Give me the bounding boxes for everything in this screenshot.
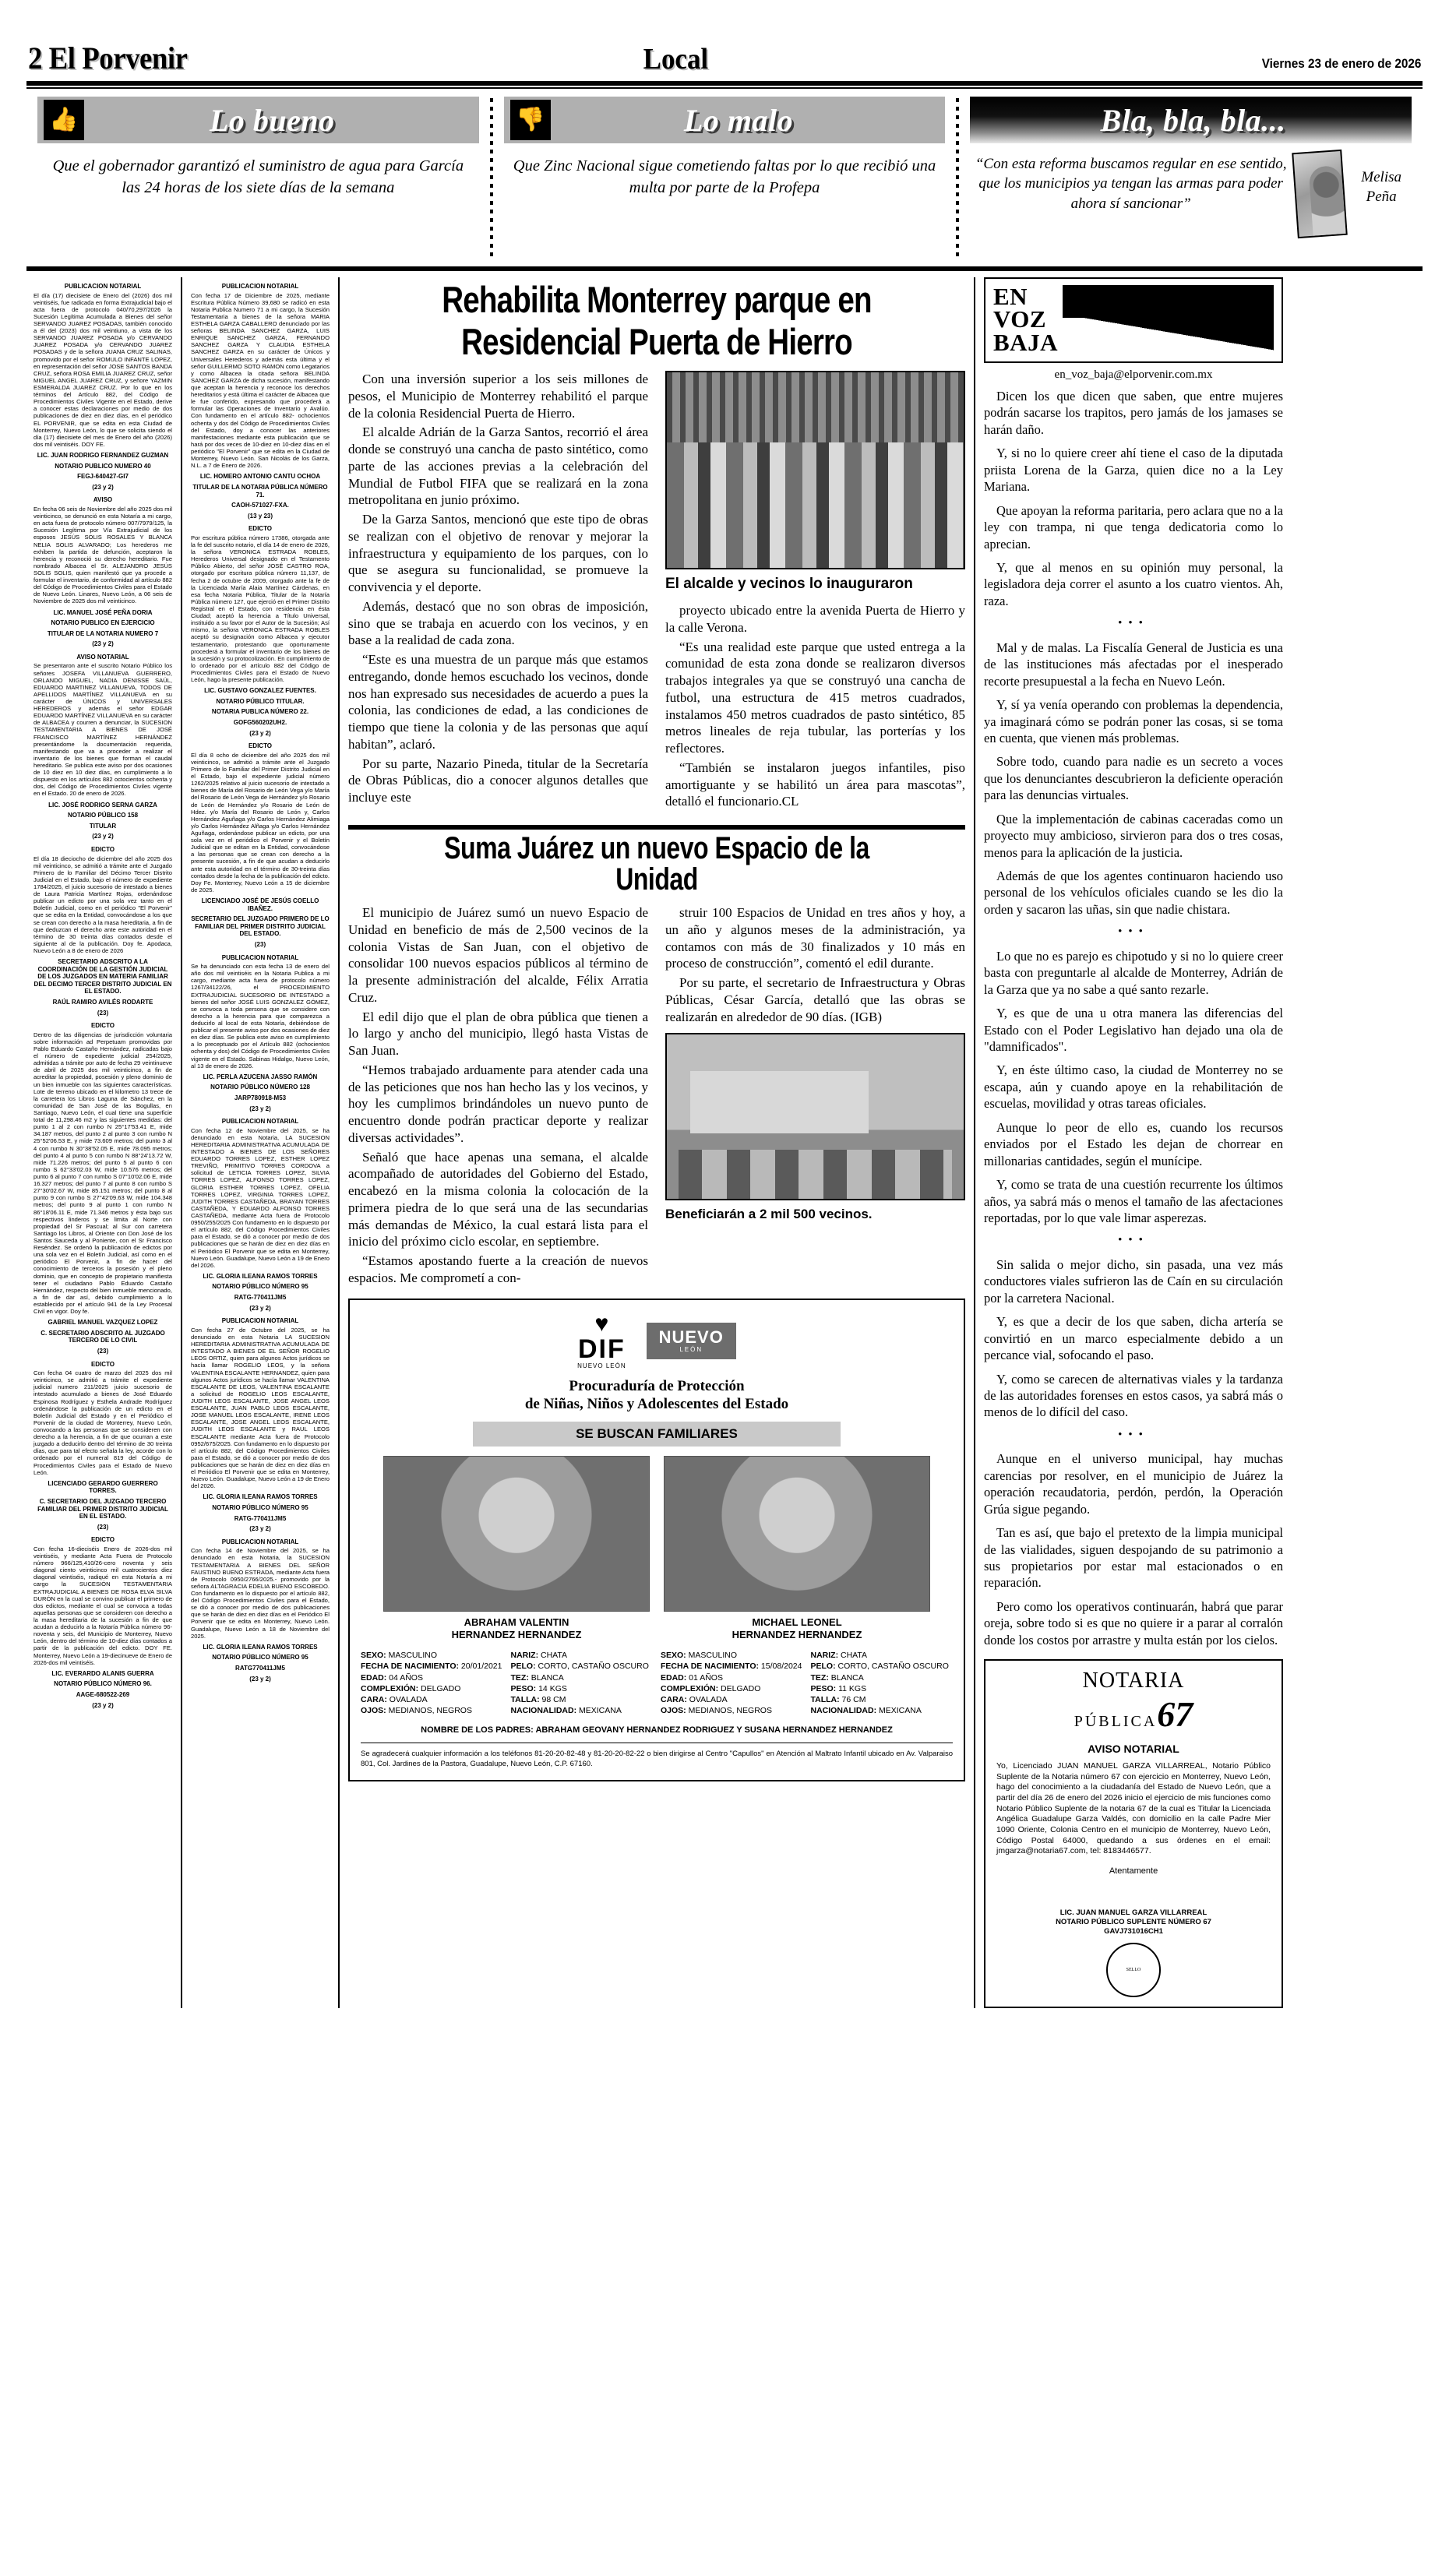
legal-notice-signature: (23 y 2): [92, 833, 114, 840]
column-divider-2: [338, 277, 340, 2008]
legal-notice-body: Con fecha 16-dieciséis Enero de 2026-dos mil veintiséis, y mediante Acta Fuera de Protocolo número 966/125,410/26-cero noventa y seis diagonal ciento veinticinco mil cuatrocientos diez diagonal veintiséis, radiqué en esta Notaría a mi cargo la SUCESIÓN TESTAMENTARIA EXTRAJUDICIAL A BIENES DE ROSA ELVA SILVA DURÓN en la cual se convino publicar el primero de dos edictos, mediante el cual se convoca a todas aquellas personas que se consideren con derecho a la masa hereditaria de la sucesión a fin de que acudan a deducirlo a la Notaría Pública número 96-noventa y seis, del Municipio de Monterrey, Nuevo León, dentro del término de 10-diez días contados a partir de la publicación del edicto. DOY FE. Monterrey, Nuevo León a 19-diecinueve de Enero de 2026-dos mil veintiséis.: [33, 1545, 173, 1666]
legal-notice-heading: EDICTO: [90, 845, 115, 853]
legal-notice-signature: TITULAR: [89, 822, 117, 830]
missing-person-name: [383, 1616, 650, 1640]
legal-notices-column-2: [184, 277, 337, 2008]
attribute-value: MASCULINO: [688, 1651, 738, 1661]
bla-rest: , bla, bla...: [1146, 102, 1286, 138]
article-paragraph: Además, destacó que no son obras de imposición, sino que se trabaja en acuerdo con los vecinos, y en base a la realidad de cada zona.: [348, 598, 648, 648]
ad-title-line1: Procuraduría de Protección: [569, 1377, 745, 1394]
notaria-number: 67: [1157, 1694, 1193, 1735]
attribute-label: PELO:: [510, 1662, 538, 1672]
article-paragraph: El alcalde Adrián de la Garza Santos, recorrió el área donde se construyó una cancha de pasto sintético, como parte de las acciones previas a la celebración del Mundial de Futbol FIFA que se realizará en la zona metropolitana en junio próximo.: [348, 425, 648, 508]
attribute-value: 15/08/2024: [760, 1662, 802, 1672]
missing-person-name-line2: HERNANDEZ HERNANDEZ: [732, 1628, 862, 1640]
thumbs-down-icon: 👎: [510, 100, 551, 140]
legal-notice-signature: NOTARIO PUBLICO NUMERO 40: [55, 462, 151, 470]
attribute-label: NARIZ:: [510, 1651, 541, 1661]
attribute-value: DELGADO: [721, 1683, 761, 1693]
legal-notice-heading: AVISO: [93, 496, 113, 504]
notaria-signature-role: NOTARIO PÚBLICO SUPLENTE NÚMERO 67: [1056, 1917, 1211, 1926]
missing-person-attribute: [811, 1650, 954, 1661]
legal-notices-column-1: [26, 277, 179, 2008]
notaria-title: [996, 1669, 1271, 1735]
article-separator-rule: [348, 825, 965, 830]
attribute-value: MEXICANA: [579, 1706, 622, 1716]
attribute-value: CHATA: [541, 1651, 568, 1661]
ad-footer-contact: Se agradecerá cualquier información a los teléfonos 81-20-20-82-48 y 81-20-20-82-22 o bien dirigirse al Centro "Capullos" en Atención al Maltrato Infantil ubicado en Av. Valparaiso 801, Col. Jardines de la Pastora, Guadalupe, Nuevo León, C.P. 67160.: [361, 1743, 953, 1769]
main-article-col-left: [348, 371, 648, 812]
attribute-value: 76 CM: [841, 1694, 866, 1704]
voz-paragraph: Y, sí ya venía operando con problemas la dependencia, ya imaginará cómo se podrán poner las cosas, si se toma en cuenta, que vienen más problemas.: [984, 697, 1283, 745]
dif-logo: [577, 1310, 626, 1369]
legal-notice-heading: PUBLICACION NOTARIAL: [221, 953, 299, 961]
article-photo-espacio: [665, 1033, 965, 1200]
dif-wordmark: DIF: [577, 1334, 626, 1364]
voz-line1: EN: [993, 283, 1028, 311]
issue-date: Viernes 23 de enero de 2026: [1261, 56, 1421, 71]
missing-person-attribute: [811, 1705, 954, 1716]
attribute-value: BLANCA: [830, 1672, 864, 1683]
missing-person-attribute: [361, 1672, 503, 1683]
bla-author-name: Melisa Peña: [1361, 169, 1401, 205]
missing-person-name-line1: MICHAEL LEONEL: [752, 1616, 842, 1629]
legal-notice-signature: (23): [97, 1523, 109, 1531]
legal-notice-signature: LIC. EVERARDO ALANIS GUERRA: [51, 1669, 154, 1677]
voz-paragraph: Mal y de malas. La Fiscalía General de Justicia es una de las instituciones más afectadas por el inesperado recorte presupuestal a la fecha en Nuevo León.: [984, 640, 1283, 689]
article-paragraph: “También se instalaron juegos infantiles, piso amortiguante y se habilitó un área para mascotas”, detalló el funcionario.CL: [665, 759, 965, 809]
notaria-signature-rfc: GAVJ731016CH1: [1104, 1926, 1163, 1936]
article-photo-inauguration: [665, 371, 965, 569]
missing-person-attribute: [661, 1650, 803, 1661]
missing-person-attribute: [511, 1705, 654, 1716]
missing-person-attribute: [661, 1705, 803, 1716]
article-paragraph: struir 100 Espacios de Unidad en tres años y hoy, a un año y algunos meses de la administración, ya contamos con más de 30 finalizados y 10 más en proceso de construcción”, comentó el edil durante.: [665, 905, 965, 971]
missing-person-attribute: [811, 1672, 954, 1683]
legal-notice-body: Por escritura pública número 17386, otorgada ante la fe del suscrito notario, el día 14 de enero de 2026, la señora VERONICA ESTRADA ROBLES, Herederos Universal designado en el Testamento Público Abierto, del señor JOSÉ CASTRO ROA, otorgado por escritura pública número 11,137, de fecha 2 de octubre de 2009, otorgado ante la fe de la Licenciada María Alaia Martínez Cárdenas, en esa fecha Notaria Pública, Titular de la Notaría Pública número 127, que ejerció en el Primer Distrito Registral en el Estado, con residencia en ésta Ciudad; aceptó la herencia a Título Universal, instituido a su favor por el Autor de la Sucesión; Así mismo, la señora VERONICA ESTRADA ROBLES aceptó su designación como Albacea y ejecutor testamentario, protestando que oportunamente procederá a formular el inventario de los bienes de la sucesión y su protocolización. En cumplimiento de lo ordenado por el artículo 882 del Código de Procedimientos Civiles para el Estado de Nuevo León, hago la presente publicación.: [191, 534, 330, 684]
attribute-value: 20/01/2021: [460, 1662, 502, 1672]
legal-notice-signature: LIC. GLORIA ILEANA RAMOS TORRES: [203, 1272, 318, 1280]
legal-notice-heading: EDICTO: [90, 1022, 115, 1030]
notaria-signature: [996, 1908, 1271, 1936]
strip-bottom-rule: [26, 266, 1423, 271]
en-voz-baja-text: [984, 388, 1283, 1648]
legal-notice-signature: LIC. HOMERO ANTONIO CANTU OCHOA: [199, 473, 321, 481]
lo-bueno-text: Que el gobernador garantizó el suministro de agua para García las 24 horas de los siete días de la semana: [52, 157, 464, 196]
legal-notice-signature: NOTARIO PUBLICO EN EJERCICIO: [51, 619, 155, 627]
bla-author-block: [1295, 143, 1412, 237]
article-paragraph: “Estamos apostando fuerte a la creación de nuevos espacios. Me comprometí a con-: [348, 1253, 648, 1285]
voz-paragraph: Tan es así, que bajo el pretexto de la limpia municipal de las vialidades, siguen despojando de su patrimonio a sus propietarios por estar mal estacionados o en reparación.: [984, 1525, 1283, 1591]
voz-paragraph: Lo que no es parejo es chipotudo y si no lo quiere creer basta con preguntarle al alcalde de Monterrey, Adrián de la Garza que ya no sabe a qué santo rezarle.: [984, 948, 1283, 997]
attribute-value: MEDIANOS, NEGROS: [688, 1706, 772, 1716]
lo-malo-banner: [504, 97, 946, 143]
legal-notice-signature: C. SECRETARIO DEL JUZGADO TERCERO FAMILIAR DEL PRIMER DISTRITO JUDICIAL EN EL ESTADO.: [37, 1497, 168, 1521]
center-editorial: [341, 277, 972, 2008]
attribute-value: DELGADO: [421, 1683, 461, 1693]
legal-notice-body: Con fecha 27 de Octubre del 2025, se ha denunciado en esta Notaria LA SUCESION HEREDITARIA ADMINISTRATIVA ACUMULADA DE INTESTADO A BIENES DE EL SEÑOR ROGELIO LEOS ORTIZ, quien para algunos Actos jurídicos se hacía llamar ROGELIO LEOS, y la señora VALENTINA ESCALANTE HERNANDEZ, quien para algunos Actos jurídicos se hacía llamar VALENTINA ESCALANTE DE LEOS, VALENTINA ESCALANTE a solicitud de ROGELIO LEOS ESCALANTE, JUDITH LEOS ESCALANTE, JOSE ANGEL LEOS ESCALANTE, JUAN PABLO LEOS ESCALANTE, JOSE MANUEL LEOS ESCALANTE, IRENE LEOS ESCALANTE, JOSE ANGEL LEOS ESCALANTE, JUDITH LEOS ESCALANTE y RAUL LEOS ESCALANTE mediante Acta fuera de Protocolo 0952/675/2025. Con fundamento en lo dispuesto por el artículo 882, del Código Procedimientos Civiles para el Estado, se dió a conocer por medio de dos publicaciones que se harán de diez en diez días en el Periódico El Porvenir que se edita en Monterrey, Nuevo León. Guadalupe, Nuevo León a 19 de Enero del 2026.: [191, 1326, 330, 1490]
attribute-label: TEZ:: [810, 1672, 831, 1683]
second-article-text-right: [665, 904, 965, 1025]
dif-sub: NUEVO LEÓN: [577, 1362, 626, 1369]
legal-notice-signature: NOTARIO PÚBLICO NÚMERO 95: [212, 1654, 308, 1662]
missing-person-name: [664, 1616, 930, 1640]
cactus-silhouette-icon: [1063, 285, 1274, 354]
main-headline-line2: Residencial Puerta de Hierro: [461, 321, 852, 363]
legal-notice-signature: RATG-770411JM5: [234, 1514, 287, 1522]
legal-notice-signature: JARP780918-M53: [234, 1094, 287, 1101]
missing-person-attribute: [511, 1683, 654, 1694]
voz-separator: •••: [1118, 1428, 1149, 1441]
attribute-value: OVALADA: [389, 1694, 428, 1704]
ad-missing-persons-data: [361, 1650, 953, 1716]
second-article-col-left: [348, 904, 648, 1289]
legal-notice-signature: (23 y 2): [92, 483, 114, 491]
bla-bla-panel: [959, 97, 1423, 260]
legal-notice-signature: (13 y 23): [247, 512, 273, 520]
voz-paragraph: Pero como los operativos continuarán, habrá que parar oreja, sobre todo si es que no quiere ir a parar al corralón donde los costos por arrastre y multa están por los cielos.: [984, 1598, 1283, 1647]
missing-person-attribute: [361, 1705, 503, 1716]
article-paragraph: Con una inversión superior a los seis millones de pesos, el Municipio de Monterrey rehabilitó el parque de la colonia Residencial Puerta de Hierro.: [348, 372, 648, 421]
ad-band-se-buscan: SE BUSCAN FAMILIARES: [473, 1422, 840, 1447]
missing-person-attribute: [811, 1694, 954, 1705]
legal-notice-signature: NOTARIA PUBLICA NÚMERO 22.: [211, 708, 309, 716]
legal-notice-signature: LIC. GLORIA ILEANA RAMOS TORRES: [203, 1643, 318, 1651]
missing-person-attribute: [361, 1661, 503, 1672]
nuevo-leon-logo: [647, 1323, 736, 1359]
voz-line3: BAJA: [993, 328, 1058, 356]
lo-bueno-title: Lo bueno: [209, 102, 335, 138]
attribute-label: EDAD:: [661, 1672, 689, 1683]
attribute-value: MEDIANOS, NEGROS: [388, 1706, 472, 1716]
article-paragraph: Por su parte, Nazario Pineda, titular de la Secretaría de Obras Públicas, dio a conocer algunos detalles que incluye este: [348, 756, 648, 805]
missing-person-attributes-right: [511, 1650, 654, 1716]
attribute-label: NACIONALIDAD:: [810, 1706, 879, 1716]
legal-notice-signature: TITULAR DE LA NOTARIA PÚBLICA NÚMERO 71.: [192, 483, 328, 499]
attribute-label: TEZ:: [510, 1672, 531, 1683]
legal-notice-body: Se ha denunciado con esta fecha 13 de enero del año dos mil veintiséis en la Notaria Publica a mi cargo, mediante acta fuera de protocolo número 1267/34122/26, el PROCEDIMIENTO EXTRAJUDICIAL SUCESORIO DE INTESTADO a bienes del señor JOSÉ LUIS GONZALEZ GÓMEZ, se convoca a toda persona que se considere con derecho a la herencia para que comparezca a deducirlo al local de esta Notaría, debiéndose de publicar el presente aviso por dos ocasiones de diez en diez días. Se publica este aviso en cumplimiento a lo preceptuado por el Artículo 882 (ochocientos ochenta y dos) del Código de Procedimientos Civiles vigente en el Estado. Sabinas Hidalgo, Nuevo León, al 13 de enero de 2026.: [191, 963, 330, 1070]
legal-notice-heading: PUBLICACION NOTARIAL: [221, 283, 299, 290]
voz-paragraph: Y, es que a decir de los que saben, dicha artería se convirtió en un marco especialmente debido a un percance vial, sofocando el paso.: [984, 1314, 1283, 1363]
legal-notice-body: Con fecha 17 de Diciembre de 2025, mediante Escritura Pública Número 39,680 se radicó en esta Notaria Publica Numero 71 a mi cargo, la Sucesión Testamentaria a bienes de la señora MARIA ESTHELA GARZA CABALLERO denunciado por las señoras BELINDA SANCHEZ GARZA, LUIS ENRIQUE SANCHEZ GARZA, FERNANDO SANCHEZ GARZA Y CLAUDIA ESTHELA SANCHEZ GARZA en su carácter de Únicos y Universales Herederos y además esta última y el señor GUILLERMO SOTO RAMON como Legatarios y como Albacea la citada señora BELINDA SANCHEZ GARZA de dicha sucesión, manifestando que aceptan la herencia y reconoce los derechos hereditarios y está última el carácter de Albacea que le fue conferido, expresando que procederá a formular las Operaciones de Inventario y Avalúo. Con fundamento en el artículo 882- ochocientos ochenta y dos del Código de Procedimientos Civiles del Estado, doy a conocer las anteriores manifestaciones mediante esta publicación que se hará por dos veces de 10-diez en 10-diez días en el periódico "El Porvenir" que se edita en la Ciudad de Monterrey, Nuevo León. San Nicolás de los Garza, N.L. a 7 de Enero de 2026.: [191, 291, 330, 470]
attribute-value: 11 KGS: [838, 1683, 867, 1693]
legal-notice-body: Dentro de las diligencias de jurisdicción voluntaria sobre información ad Perpetuam promovidas por Pablo Eduardo Castaño Hernández, radicadas bajo el número de expediente judicial 254/2025, admitidas a trámite por auto de fecha 29 veintinueve de abril de 2025 dos mil veinticinco, a fin de acreditar la propiedad, posesión y pleno dominio de un bien inmueble con las siguientes características. Lote de terreno ubicado en el kilometro 13 trece de la carretera los Libros Laguna de Sánchez, en la comunidad de San José de las Bogullas, en Santiago, Nuevo León, el cual tiene una superficie total de 11,298.46 m2 y las siguientes medidas: del punto 1 al 2 con rumbo N 25°17'53.41 E, mide 34.187 metros, del punto 2 al punto 3 con rumbo N 25°52'06.53 E, y mide 73.609 metros; del punto 3 al 4 con rumbo N 30°38'52.05 E, mide 78.095 metros; del punto 4 al punto 5 con rumbo N 88°24'13.72 W, mide 71.226 metros; del punto 5 al punto 6 con rumbo S 62°33'02.03 W, mide 10.576 metros; del punto 6 al punto 7 con rumbo S 07°10'02.06 E, mide 16.327 metros; del punto 7 al punto 8 con rumbo S 27°30'02.67 W, mide 85.151 metros; del punto 8 al punto 9 con rumbo S 27°42'09.63 W, mide 104.348 metros; del punto 9 al punto 1 con rumbo N 86°18'06.11 E, mide 71.346 metros y ésta bajo sus respectivos linderos y se limita al Norte con propiedad del Sr Pascual; al Sur con carretera Santiago los Libros, al Oriente con Don José de los Santos Sauceda y al Poniente, con el Sr Francisco Reséndez. Se ordenó la publicación de edictos por una sola vez en el Boletín Judicial, así como en el periódico El Porvenir, a fin de hacer del conocimiento de terceros la posesión y el pleno dominio, que en concepto de propietario manifiesta tener el ciudadano Pablo Eduardo Castaño Hernández, respecto del bien inmueble mencionado, a fin de dar así, debido cumplimiento a lo establecido por el artículo 941 de la Ley Procesal Civil en vigor. Doy fe.: [33, 1031, 172, 1316]
legal-notice-signature: LICENCIADO GERARDO GUERRERO TORRES.: [48, 1479, 158, 1495]
voz-paragraph: Que apoyan la reforma paritaria, pero aclara que no a la ley con trampa, ni que tenga dedicatoria como lo aprecian.: [984, 502, 1283, 551]
missing-person-attribute: [361, 1650, 503, 1661]
legal-notice-signature: (23): [254, 940, 266, 948]
attribute-value: 14 KGS: [538, 1683, 567, 1693]
en-voz-baja-title: [993, 283, 1058, 356]
legal-notice-body: Se presentaron ante el suscrito Notario Público los señores JOSEFA VILLANUEVA GUERRERO, ORLANDO MIGUEL, NADIA DENISSE SAÚL, EDUARDO MARTINEZ VILLANUEVA, TODOS DE APELLIDOS MARTÍNEZ VILLANUEVA en su carácter de ÚNICOS y UNIVERSALES HEREDEROS y además el señor EDGAR EDUARDO MARTÍNEZ VILLANUEVA en su carácter de ALBACEA y courren a denunciar, la SUCESION TESTAMENTARIA A BIENES DE JOSÉ FRANCISCO MARTÍNEZ HERNÁNDEZ presentándome la documentación requerida, manifestando que va a proceder a realizar el inventario de los bienes que forman el caudal hereditario. Se publica este aviso por dos ocasiones de 10 diez en 10 diez días, en cumplimiento a lo dispuesto en los artículos 882 octocientos ochenta y dos, del Código de Procedimientos Civiles vigente en el Estado. 20 de enero de 2026.: [33, 662, 172, 798]
bla-bla-title: [975, 102, 1412, 139]
legal-notice-signature: AAGE-680522-269: [76, 1690, 130, 1698]
legal-notice-heading: EDICTO: [248, 742, 273, 750]
legal-notice-signature: LICENCIADO JOSÉ DE JESÚS COELLO IBAÑEZ.: [201, 897, 319, 912]
attribute-label: PESO:: [510, 1683, 539, 1693]
voz-separator: •••: [1118, 925, 1149, 939]
article-paragraph: proyecto ubicado entre la avenida Puerta de Hierro y la calle Verona.: [665, 603, 965, 635]
article-paragraph: “Hemos trabajado arduamente para atender cada una de las peticiones que nos han hecho las y los vecinos, y hoy les cumplimos brindándoles un nuevo punto de encuentro donde podrán practicar deporte y realizar diversas actividades”.: [348, 1062, 648, 1145]
missing-person-attribute: [661, 1683, 803, 1694]
missing-person-name-line1: ABRAHAM VALENTIN: [464, 1616, 569, 1629]
legal-notice-heading: AVISO NOTARIAL: [76, 653, 129, 661]
lo-malo-text: Que Zinc Nacional sigue cometiendo faltas por lo que recibió una multa por parte de la Profepa: [513, 157, 936, 196]
photo-caption-main: El alcalde y vecinos lo inauguraron: [665, 576, 913, 593]
attribute-label: SEXO:: [661, 1651, 689, 1661]
legal-notice-signature: GOFG560202UH2.: [233, 718, 287, 726]
missing-person-name-line2: HERNANDEZ HERNANDEZ: [451, 1628, 582, 1640]
notaria-word-1: NOTARIA: [1082, 1669, 1185, 1693]
ad-missing-persons-photos: [361, 1456, 953, 1640]
main-content: [26, 277, 1423, 2008]
main-headline-line1: Rehabilita Monterrey parque en: [442, 279, 872, 320]
legal-notice-body: Con fecha 14 de Noviembre del 2025, se ha denunciado en esta Notaria, la SUCESION TESTAMENTARIA A BIENES DEL SEÑOR FAUSTINO BUENO ESTRADA, mediante Acta fuera de Protocolo 0950/2766/2025.- promovido por la señora ALTAGRACIA EDELIA BUENO ESCOBEDO. Con fundamento en lo dispuesto por el artículo 882, del Código Procedimientos Civiles para el Estado, se dió a conocer por medio de dos publicaciones que se harán de diez en diez días en el Periódico El Porvenir que se edita en Monterrey, Nuevo León. Guadalupe, Nuevo León a 18 de Noviembre del 2025.: [191, 1547, 330, 1640]
lo-malo-panel: [493, 97, 957, 260]
voz-paragraph: Y, es que de una u otra manera las diferencias del Estado con el Poder Legislativo han dejado una ola de "damnificados".: [984, 1006, 1283, 1054]
legal-notice-signature: NOTARIO PÚBLICO NÚMERO 128: [210, 1084, 310, 1091]
voz-paragraph: Y, que al menos en su opinión muy personal, la legisladora deja correr el asunto a los cuatro vientos. Ah, raza.: [984, 559, 1283, 608]
legal-notice-signature: NOTARIO PÚBLICO NÚMERO 95: [212, 1503, 308, 1511]
legal-notice-body: El día (17) diecisiete de Enero del (2026) dos mil veintiséis, fue radicada en forma Extrajudicial bajo el acta fuera de protocolo 040/70,297/2026 la Sucesión Legítima Acumulada a Bienes del señor SERVANDO JUAREZ POSADAS, también conocido a él del (2023) dos mil veintiuno, a vista de los SERVANDO JUAREZ POSADA y/o CERVANDO JUAREZ POSADA y/o CERVANDO JUAREZ POSADAS y de la señora JUANA CRUZ SALINAS, promovido por el señor ROMULO INFANTE LOPEZ, en representación del señor JOSE SANTOS BANDA CRUZ, señora ROSA EMILIA JUAREZ CRUZ, señor MIGUEL ANGEL JUAREZ CRUZ, y señore YAZMIN ESMERALDA JUAREZ CRUZ. Por lo que en los términos del Artículo 882, del Código de Procedimientos Civiles Vigente en el Estado, derive a conocer estas declaraciones por medio de dos publicaciones de diez en diez días, en el periódico EL PORVENIR, que se edita en esta Ciudad de Monterrey, Nuevo León, lo que se solicita siendo el día (17) diecisiete del mes de Enero del año (2026) dos mil veintiséis. DOY FE.: [33, 291, 172, 448]
photo-caption-second: Beneficiarán a 2 mil 500 vecinos.: [665, 1207, 873, 1222]
en-voz-baja-column: [977, 277, 1290, 2008]
missing-person-attribute: [811, 1683, 954, 1694]
legal-notice-heading: EDICTO: [90, 1360, 115, 1368]
legal-notice-signature: (23 y 2): [249, 1304, 271, 1312]
missing-person-attributes-left: [361, 1650, 503, 1716]
legal-notice-body: En fecha 06 seis de Noviembre del año 2025 dos mil veinticinco, se denunció en esta Notaría a mi cargo, en acta fuera de protocolo número 007/7979/125, la Sucesión Legítima por Vía Extrajudicial de los esposos JESÚS SOLIS ROSALES Y BLANCA NELIA SOLIS ALVARADO; Los herederos me exhiben la partida de defunción, aceptaron la herencia y reconoció su derecho hereditario. Fue nombrado Albacea el Sr. ALEJANDRO JESÚS SOLIS SOLIS, quien manifestó que ya procede a formular el inventario, de conformidad al artículo 882 del Código de Procedimientos Civiles para el Estado de Nuevo León. Linares, Nuevo León, a 06 seis de Noviembre de 2025 dos mil veinticinco.: [33, 505, 172, 605]
attribute-label: NACIONALIDAD:: [510, 1706, 579, 1716]
notaria-body: Yo, Licenciado JUAN MANUEL GARZA VILLARREAL, Notario Público Suplente de la Notaria número 67 con ejercicio en Monterrey, Nuevo León, hago del conocimiento a la ciudadanía del Estado de Nuevo León, que a partir del día 26 de enero del 2026 inicio el ejercicio de mis funciones como Notario Público Suplente de la notaria 67 de la cual es Titular la Licenciada Angélica Guadalupe Garza Valdés, con domicilio en la calle Padre Mier 1090 Oriente, Colonia Centro en el municipio de Monterrey, Nuevo León, Código Postal 64000, quedando a sus órdenes en el email: jmgarza@notaria67.com, tel: 8183446577.: [996, 1761, 1271, 1856]
attribute-label: FECHA DE NACIMIENTO:: [661, 1662, 761, 1672]
legal-notice-signature: (23 y 2): [249, 1675, 271, 1683]
legal-notice-heading: PUBLICACION NOTARIAL: [64, 283, 142, 290]
legal-notice-signature: LIC. JOSÉ RODRIGO SERNA GARZA: [48, 801, 157, 809]
legal-notice-body: El día 8 ocho de diciembre del año 2025 dos mil veinticinco, se admitió a trámite ante el Juzgado Primero de lo Familiar del Primer Distrito Judicial en el Estado, bajo el expediente judicial número 1262/2025 relativo al juicio sucesorio de intestado a bienes de María del Rosario de León Vega y/o María del Rosario de León Vega de Hernández y/o Rosario de León de Hernández y/o Rosario de León de Hdez. y/o María del Rosario de León y, Carlos Hernández Aguñaga y/o Carlos Hernández Alimiaga y/o Carlos Hernández Alñaga y/o Carlos Hernández Aguñaga, ordenándose publicar un edicto, por una sola vez en el periódico el Porvenir y el Boletín Judicial que se editan en la Entidad, convocándose a las personas que se crean con derecho a la presente sucesión, a fin de que acudan a deducirlo ante esta autoridad en el término de 30-treinta días contados desde la fecha de la publicación del edicto. Doy Fe. Monterrey, Nuevo León a 15 de diciembre de 2025.: [191, 751, 330, 893]
missing-person-card: [383, 1456, 650, 1640]
missing-person-photo: [664, 1456, 930, 1612]
ad-title-line2: de Niñas, Niños y Adolescentes del Estado: [524, 1396, 789, 1413]
legal-notice-signature: GABRIEL MANUEL VAZQUEZ LOPEZ: [48, 1319, 158, 1327]
notary-seal-icon: SELLO: [1106, 1943, 1161, 1997]
article-paragraph: Señaló que hace apenas una semana, el alcalde acompañado de autoridades del Gobierno del Estado, encabezó en la misma colonia la colocación de la primera piedra de lo que será una de las secundarias más demandas de México, la cual estará lista para el inicio del próximo ciclo escolar, en septiembre.: [348, 1149, 648, 1249]
missing-person-attribute: [511, 1672, 654, 1683]
voz-paragraph: Y, como se trata de una cuestión recurrente los últimos años, ya sabrá más o menos el tamaño de las afectaciones reportadas, por lo que vale limar asperezas.: [984, 1177, 1283, 1225]
thumbs-up-icon: 👍: [44, 100, 84, 140]
heart-icon: ♥: [594, 1310, 609, 1337]
voz-paragraph: Y, como se carecen de alternativas viales y la tardanza de las autoridades forenses en estos casos, ya sabrá más o menos de lo difícil del caso.: [984, 1371, 1283, 1420]
masthead-rule-thin: [26, 87, 1423, 89]
article-paragraph: El municipio de Juárez sumó un nuevo Espacio de Unidad en beneficio de más de 2,500 vecinos de la colonia Vistas de San Juan, con el objetivo de consolidar 100 nuevos espacios públicos al término de la presente administración del alcalde, Félix Arratia Cruz.: [348, 905, 648, 1005]
opinion-strip: [26, 97, 1423, 260]
legal-notice-signature: C. SECRETARIO ADSCRITO AL JUZGADO TERCERO DE LO CIVIL: [41, 1329, 165, 1344]
missing-person-photo: [383, 1456, 650, 1612]
attribute-value: CHATA: [841, 1651, 868, 1661]
attribute-value: CORTO, CASTAÑO OSCURO: [538, 1662, 649, 1672]
legal-notice-signature: TITULAR DE LA NOTARIA NUMERO 7: [47, 629, 159, 637]
attribute-value: MASCULINO: [388, 1651, 438, 1661]
attribute-label: TALLA:: [810, 1694, 842, 1704]
voz-paragraph: Y, si no lo quiere creer ahí tiene el caso de la diputada priista Lorena de la Garza, quien dice no a la Ley Mariana.: [984, 446, 1283, 495]
legal-notice-signature: (23 y 2): [249, 1105, 271, 1112]
attribute-value: 04 AÑOS: [389, 1672, 423, 1683]
section-title: Local: [643, 43, 709, 76]
attribute-label: EDAD:: [361, 1672, 390, 1683]
voz-paragraph: Sin salida o mejor dicho, sin pasada, una vez más conductores viales sufrieron las de Caín en su circulación por la carretera Nacional.: [984, 1256, 1283, 1306]
legal-notice-heading: EDICTO: [248, 525, 273, 533]
main-article-body: [348, 371, 965, 812]
en-voz-baja-box: [984, 277, 1283, 363]
nl-wordmark: NUEVO: [658, 1327, 724, 1347]
attribute-value: CORTO, CASTAÑO OSCURO: [837, 1662, 949, 1672]
bla-bla-banner: [970, 97, 1412, 143]
attribute-label: CARA:: [661, 1694, 689, 1704]
missing-person-attributes-left: [661, 1650, 803, 1716]
column-divider-3: [974, 277, 975, 2008]
legal-notice-body: Con fecha 12 de Noviembre del 2025, se ha denunciado en esta Notaria, LA SUCESION HEREDITARIA ADMINISTRATIVA ACUMULADA DE INTESTADO A BIENES DE LOS SEÑORES EDUARDO TORRES LOPEZ, ESTHER LOPEZ TREVIÑO, PRIMITIVO TORRES CORDOVA a solicitud de LETICIA TORRES LOPEZ, SILVIA TORRES LOPEZ, ALFONSO TORRES LOPEZ, GLORIA ESTHER TORRES LOPEZ, OFELIA TORRES LOPEZ, VIRGINIA TORRES LOPEZ, JUDITH TORRES CASTAÑEDA, BRAYAN TORRES CASTAÑEDA, Y EDUARDO ALFONSO TORRES CASTAÑEDA, mediante Acta fuera de Protocolo 0950/255/2025 Con fundamento en lo dispuesto por el artículo 882, del Código Procedimientos Civiles para el Estado, se dió a conocer por medio de dos publicaciones que se harán de diez en diez días en el Periódico El Porvenir que se edita en Monterrey, Nuevo León. Guadalupe, Nuevo León a 19 de Enero del 2026.: [191, 1126, 330, 1269]
masthead: [20, 20, 1429, 76]
attribute-label: CARA:: [361, 1694, 390, 1704]
legal-notice-heading: EDICTO: [90, 1536, 115, 1544]
legal-notice-signature: RAÚL RAMIRO AVILÉS RODARTE: [52, 999, 153, 1006]
ad-parents-names: NOMBRE DE LOS PADRES: ABRAHAM GEOVANY HERNANDEZ RODRIGUEZ Y SUSANA HERNANDEZ HERNANDEZ: [421, 1725, 893, 1736]
legal-notice-signature: (23 y 2): [92, 640, 114, 648]
missing-person-attribute: [511, 1661, 654, 1672]
en-voz-baja-header: [993, 285, 1274, 354]
attribute-label: PELO:: [810, 1662, 838, 1672]
attribute-value: OVALADA: [689, 1694, 728, 1704]
legal-notice-signature: NOTARIO PÚBLICO NÚMERO 95: [212, 1283, 308, 1291]
lo-bueno-banner: [37, 97, 479, 143]
voz-paragraph: Que la implementación de cabinas caceradas como un proyecto muy ambicioso, sirvieron para dos o tres cosas, menos para la aplicación de la justicia.: [984, 811, 1283, 860]
voz-paragraph: Aunque en el universo municipal, hay muchas carencias por resolver, en el municipio de Juárez la operación recaudatoria, perdón, perdón, la Operación Grúa sigue pegando.: [984, 1451, 1283, 1517]
attribute-label: PESO:: [810, 1683, 839, 1693]
legal-notice-signature: CAOH-571027-FXA.: [231, 502, 289, 509]
attribute-label: COMPLEXIÓN:: [661, 1683, 721, 1693]
missing-person-card: [664, 1456, 930, 1640]
legal-notice-heading: PUBLICACION NOTARIAL: [221, 1118, 299, 1126]
legal-notice-body: El día 18 dieciocho de diciembre del año 2025 dos mil veinticinco, se admitió a trámite ante el Juzgado Primero de lo Familiar del Décimo Tercer Distrito Judicial en el Estado, bajo el número de expediente 1784/2025, el juicio sucesorio de intestado a bienes de Laura Patricia Martínez Rojas, ordenándose publicar un edicto por una sola vez tanto en el Boletín Judicial, como en el periódico "El Porvenir" que se edita en la Entidad, convocándose a los que se crean con derecho a la masa hereditaria, a fin de que deduzcan el derecho ante este autoridad en el término de 30 treinta días contados desde el siguiente al de la publicación. Doy fe. Apodaca, Nuevo León a 8 de enero de 2026: [33, 855, 172, 954]
en-voz-baja-email: en_voz_baja@elporvenir.com.mx: [1054, 368, 1213, 381]
voz-paragraph: Dicen los que dicen que saben, que entre mujeres podrán sacarse los trapitos, pero jamás de los jamases se harán daño.: [984, 389, 1283, 437]
voz-paragraph: Sobre todo, cuando para nadie es un secreto a voces que los denunciantes descubrieron la deficiente operación para las denuncias virtuales.: [984, 754, 1283, 803]
voz-paragraph: Y, en éste último caso, la ciudad de Monterrey no se escapa, aún y cuando apoye en la rehabilitación de escuelas, movilidad y otras tareas oficiales.: [984, 1062, 1283, 1112]
notaria-closing: Atentamente: [1109, 1866, 1158, 1876]
ad-logos: [361, 1309, 953, 1377]
article-paragraph: De la Garza Santos, mencionó que este tipo de obras se realizan con el objetivo de renovar y mejorar la infraestructura y equipamiento de los parques, con lo que se asegura su funcionalidad, se promueve la convivencia y el deporte.: [348, 512, 648, 595]
dif-advertisement: [348, 1299, 965, 1781]
nl-sub: LEÓN: [679, 1345, 703, 1353]
notaria-signature-name: LIC. JUAN MANUEL GARZA VILLARREAL: [1059, 1908, 1208, 1917]
attribute-value: MEXICANA: [879, 1706, 922, 1716]
legal-notice-signature: RATG-770411JM5: [234, 1294, 287, 1302]
attribute-label: NARIZ:: [810, 1651, 841, 1661]
second-article-body: [348, 904, 965, 1289]
missing-person-attribute: [661, 1661, 803, 1672]
voz-separator: •••: [1118, 1234, 1149, 1247]
missing-person-attribute: [811, 1661, 954, 1672]
article-paragraph: “Este es una muestra de un parque más que estamos entregando, donde hemos escuchado los vecinos, donde nos han expresado sus necesidades de acuerdo a pues la colonia, las condiciones de edad, a las condiciones de tiempo que tiene la colonia y de las personas que aquí habitan”, aclaró.: [348, 652, 648, 752]
attribute-value: 98 CM: [541, 1694, 566, 1704]
legal-notice-signature: (23 y 2): [92, 1701, 114, 1709]
legal-notice-signature: SECRETARIO DEL JUZGADO PRIMERO DE LO FAMILIAR DEL PRIMER DISTRITO JUDICIAL DEL ESTADO.: [191, 915, 330, 938]
attribute-value: 01 AÑOS: [689, 1672, 723, 1683]
legal-notice-signature: LIC. GUSTAVO GONZALEZ FUENTES.: [204, 687, 316, 695]
notaria-word-2: PÚBLICA: [1074, 1713, 1158, 1731]
voz-separator: •••: [1118, 617, 1149, 630]
legal-notice-signature: (23 y 2): [249, 1525, 271, 1533]
voz-paragraph: Aunque lo peor de ello es, cuando los recursos enviados por el Estado les dejan de chorrear en millonarias cantidades, según el munícipe.: [984, 1119, 1283, 1168]
legal-notice-signature: NOTARIO PÚBLICO 158: [67, 812, 139, 819]
column-divider: [181, 277, 182, 2008]
legal-notice-signature: (23 y 2): [249, 729, 271, 737]
missing-person-attribute: [361, 1683, 503, 1694]
missing-person-attribute: [511, 1650, 654, 1661]
legal-notice-body: Con fecha 04 cuatro de marzo del 2025 dos mil veinticinco, se admitió a trámite el expediente judicial numero 211/2025 juicio sucesorio de intestado acumulado a bienes de José Eduardo Espinosa Rodríguez y Esthela Andrade Rodríguez ordenándose la publicación de un edicto en el Boletín Judicial del Estado y en el Periódico el Porvenir de la ciudad de Monterrey, Nuevo León, convocando a las personas que se consideren con derecho a la herencia, a fin de que ocurran a este juzgado a deducirlo dentro del término de 30 treinta días, que para tal efecto señala la ley, acorde con lo ordenado por el numeral 819 del Código de Procedimientos Civiles para el Estado de Nuevo León.: [33, 1369, 172, 1476]
legal-notice-heading: PUBLICACION NOTARIAL: [221, 1317, 299, 1325]
legal-notice-heading: PUBLICACION NOTARIAL: [221, 1538, 299, 1545]
legal-notice-signature: NOTARIO PÚBLICO NÚMERO 96.: [54, 1680, 152, 1688]
lo-malo-title: Lo malo: [683, 102, 794, 138]
bla-bold: Bla: [1100, 102, 1147, 138]
legal-notice-signature: SECRETARIO ADSCRITO A LA COORDINACIÓN DE LA GESTIÓN JUDICIAL DE LOS JUZGADOS EN MATERIA FAMILIAR DEL DECIMO TERCER DISTRITO JUDICIAL EN EL ESTADO.: [33, 958, 172, 996]
legal-notice-signature: RATG770411JM5: [235, 1664, 285, 1672]
avatar: [1292, 150, 1348, 238]
attribute-label: FECHA DE NACIMIENTO:: [361, 1662, 461, 1672]
main-article-col-right: [665, 371, 965, 812]
legal-notice-signature: LIC. MANUEL JOSÉ PEÑA DORIA: [53, 608, 153, 616]
attribute-label: TALLA:: [510, 1694, 542, 1704]
bla-content: [970, 143, 1412, 237]
second-article-col-right: [665, 904, 965, 1289]
notaria-67-ad: [984, 1659, 1283, 2007]
legal-notice-signature: (23): [97, 1347, 109, 1355]
legal-notice-signature: FEGJ-640427-GI7: [77, 473, 129, 481]
attribute-value: BLANCA: [531, 1672, 564, 1683]
lo-bueno-panel: [26, 97, 490, 260]
missing-person-attributes-right: [811, 1650, 954, 1716]
missing-person-attribute: [511, 1694, 654, 1705]
attribute-label: COMPLEXIÓN:: [361, 1683, 421, 1693]
legal-notice-signature: NOTARIO PÚBLICO TITULAR.: [216, 697, 305, 705]
bla-quote: “Con esta reforma buscamos regular en ese sentido, que los municipios ya tengan las armas para poder ahora sí sancionar”: [975, 156, 1287, 212]
legal-notice-signature: LIC. JUAN RODRIGO FERNANDEZ GUZMAN: [37, 452, 169, 459]
second-headline: Suma Juárez un nuevo Espacio de la Unidad: [444, 831, 869, 897]
article-paragraph: El edil dijo que el plan de obra pública que tienen a lo largo y ancho del municipio, llegó hasta Vistas de San Juan.: [348, 1009, 648, 1059]
article-paragraph: Por su parte, el secretario de Infraestructura y Obras Públicas, César García, detalló que las obras se realizarán en alrededor de 90 días. (IGB): [665, 975, 965, 1024]
notaria-heading: AVISO NOTARIAL: [1088, 1743, 1179, 1756]
legal-notice-signature: (23): [97, 1009, 109, 1017]
legal-notice-signature: LIC. GLORIA ILEANA RAMOS TORRES: [203, 1493, 318, 1501]
legal-notice-signature: LIC. PERLA AZUCENA JASSO RAMÓN: [203, 1073, 318, 1080]
missing-person-attribute: [361, 1694, 503, 1705]
missing-person-attribute: [661, 1672, 803, 1683]
main-article-text-right: [665, 602, 965, 810]
masthead-rule: [26, 81, 1423, 86]
article-paragraph: “Es una realidad este parque que usted entrega a la comunidad de esta zona donde se realizaron diversos trabajos integrales ya que se construyó una cancha de futbol, una estructura de 415 metros cuadrados, instalamos 450 metros cuadrados de pasto sintético, 85 metros lineales de reja tubular, las porterías y los reflectores.: [665, 639, 965, 756]
attribute-label: SEXO:: [361, 1651, 389, 1661]
attribute-label: OJOS:: [661, 1706, 689, 1716]
voz-paragraph: Además de que los agentes continuaron haciendo uso personal de los vehículos oficiales cuando se les dio la orden y sacaron las uñas, sin que nadie chistara.: [984, 869, 1283, 917]
voz-line2: VOZ: [993, 305, 1047, 333]
page-title: 2 El Porvenir: [28, 41, 188, 76]
missing-person-attribute: [661, 1694, 803, 1705]
attribute-label: OJOS:: [361, 1706, 389, 1716]
